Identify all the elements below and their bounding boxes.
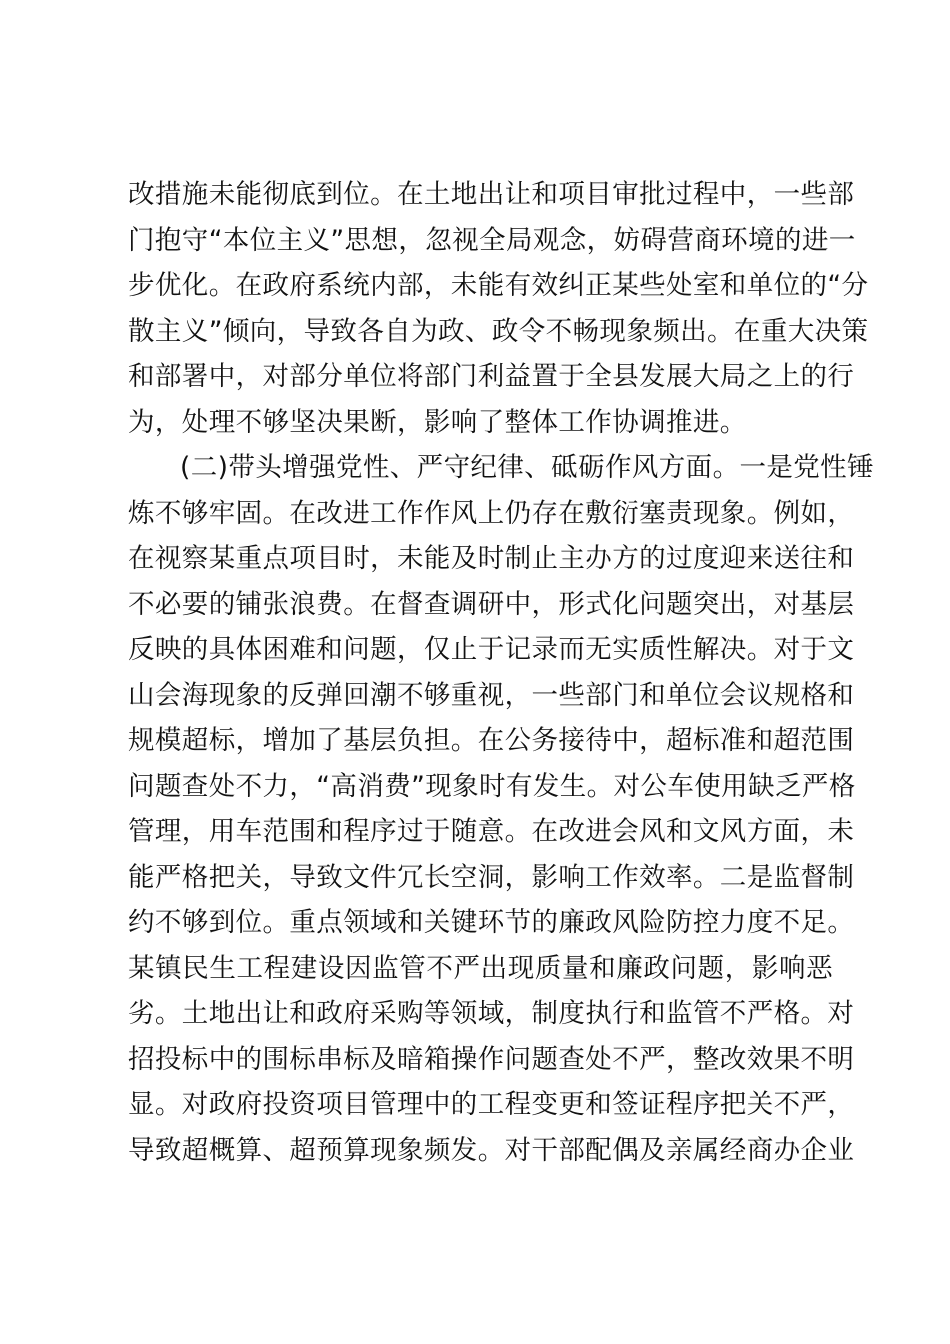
body-text [128, 172, 874, 1173]
text-line: 炼不够牢固。在改进工作作风上仍存在敷衍塞责现象。例如， [128, 497, 855, 529]
text-line: 和部署中，对部分单位将部门利益置于全县发展大局之上的行 [128, 361, 855, 392]
text-line: 山会海现象的反弹回潮不够重视，一些部门和单位会议规格和 [128, 679, 855, 711]
text-line: 约不够到位。重点领域和关键环节的廉政风险防控力度不足。 [128, 907, 855, 938]
text-line: 显。对政府投资项目管理中的工程变更和签证程序把关不严， [128, 1089, 855, 1120]
text-line: 在视察某重点项目时，未能及时制止主办方的过度迎来送往和 [128, 543, 855, 574]
text-line: 门抱守“本位主义”思想，忽视全局观念，妨碍营商环境的进一 [128, 224, 856, 256]
text-line: 问题查处不力，“高消费”现象时有发生。对公车使用缺乏严格 [128, 770, 856, 802]
text-line: 不必要的铺张浪费。在督查调研中，形式化问题突出，对基层 [128, 588, 855, 620]
text-line: 步优化。在政府系统内部，未能有效纠正某些处室和单位的“分 [128, 270, 869, 301]
text-line: 能严格把关，导致文件冗长空洞，影响工作效率。二是监督制 [128, 861, 855, 893]
text-line: 导致超概算、超预算现象频发。对干部配偶及亲属经商办企业 [128, 1134, 855, 1166]
text-line: 劣。土地出让和政府采购等领域，制度执行和监管不严格。对 [128, 998, 855, 1029]
text-line: 反映的具体困难和问题，仅止于记录而无实质性解决。对于文 [128, 634, 855, 665]
paragraph-end-line: 为，处理不够坚决果断，影响了整体工作协调推进。 [128, 406, 747, 438]
text-line: 规模超标，增加了基层负担。在公务接待中，超标准和超范围 [128, 725, 855, 756]
text-line: 管理，用车范围和程序过于随意。在改进会风和文风方面，未 [128, 816, 855, 847]
text-line: 某镇民生工程建设因监管不严出现质量和廉政问题，影响恶 [128, 952, 833, 984]
section-heading-line: (二)带头增强党性、严守纪律、砥砺作风方面。一是党性锤 [180, 452, 874, 483]
text-line: 招投标中的围标串标及暗箱操作问题查处不严，整改效果不明 [128, 1043, 855, 1075]
text-line: 散主义”倾向，导致各自为政、政令不畅现象频出。在重大决策 [128, 315, 869, 347]
text-line: 改措施未能彻底到位。在土地出让和项目审批过程中，一些部 [128, 179, 855, 210]
